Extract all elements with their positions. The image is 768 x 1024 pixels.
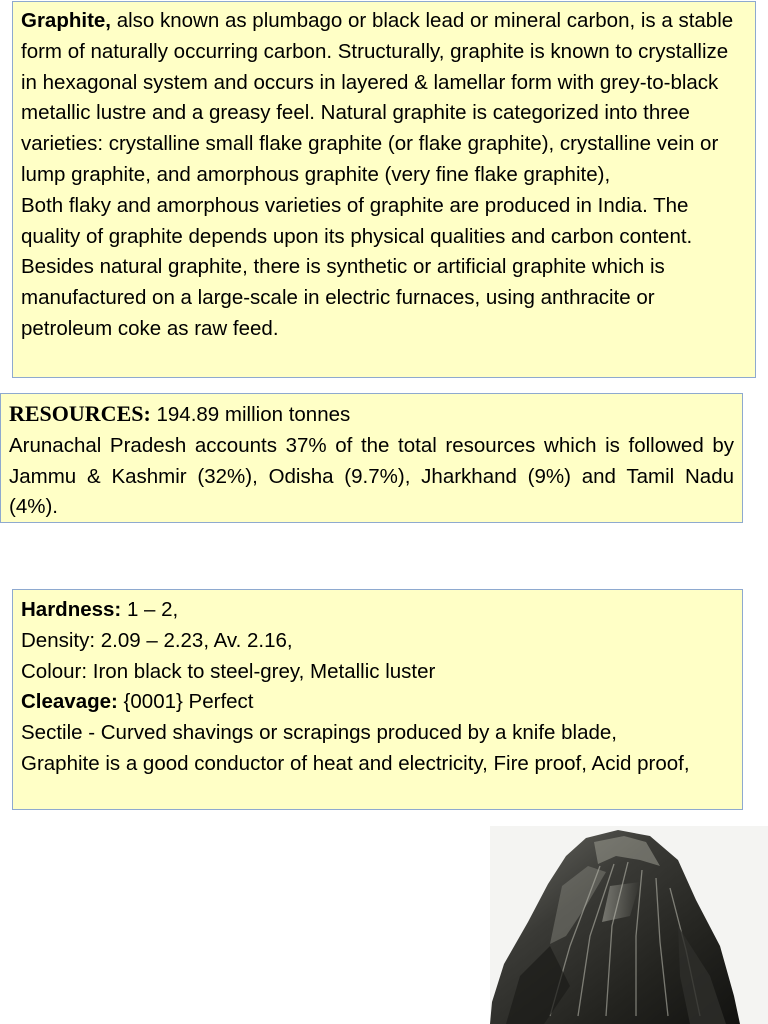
colour-line: Colour: Iron black to steel-grey, Metallic luster <box>21 659 436 683</box>
cleavage-value: {0001} Perfect <box>117 690 254 714</box>
density-line: Density: 2.09 – 2.23, Av. 2.16, <box>21 628 293 652</box>
resources-heading: RESOURCES: <box>9 401 151 426</box>
resources-heading-line <box>9 399 734 431</box>
intro-term: Graphite, <box>21 9 111 32</box>
resources-text: Arunachal Pradesh accounts 37% of the total resources which is followed by Jammu & Kashmir (32%), Odisha (9.7%), Jharkhand (9%) and Tamil Nadu (4%). <box>9 433 734 519</box>
cleavage-label: Cleavage: <box>21 690 118 714</box>
properties-box <box>12 589 743 810</box>
intro-paragraph-2: Both flaky and amorphous varieties of graphite are produced in India. The quality of graphite depends upon its physical qualities and carbon content. Besides natural graphite, there is synthetic or artificial graphite which is manufactured on a large-scale in electric furnaces, using anthracite or petroleum coke as raw feed. <box>21 193 693 340</box>
graphite-specimen-photo <box>490 826 768 1024</box>
conductor-line: Graphite is a good conductor of heat and electricity, Fire proof, Acid proof, <box>21 751 690 775</box>
sectile-line: Sectile - Curved shavings or scrapings produced by a knife blade, <box>21 721 617 745</box>
hardness-line <box>21 595 734 626</box>
resources-box <box>0 393 743 523</box>
intro-text-box <box>12 1 756 378</box>
cleavage-line <box>21 687 734 718</box>
hardness-label: Hardness: <box>21 598 122 621</box>
intro-description: also known as plumbago or black lead or mineral carbon, is a stable form of naturally occurring carbon. Structurally, graphite is known to crystallize in hexagonal system and occurs in layered & lamellar form with grey-to-black metallic lustre and a greasy feel. Natural graphite is categorized into three varieties: crystalline small flake graphite (or flake graphite), crystalline vein or lump graphite, and amorphous graphite (very fine flake graphite), <box>21 9 734 186</box>
hardness-value: 1 – 2, <box>121 598 179 621</box>
intro-paragraph-1 <box>21 6 747 191</box>
resources-amount: 194.89 million tonnes <box>150 403 351 426</box>
